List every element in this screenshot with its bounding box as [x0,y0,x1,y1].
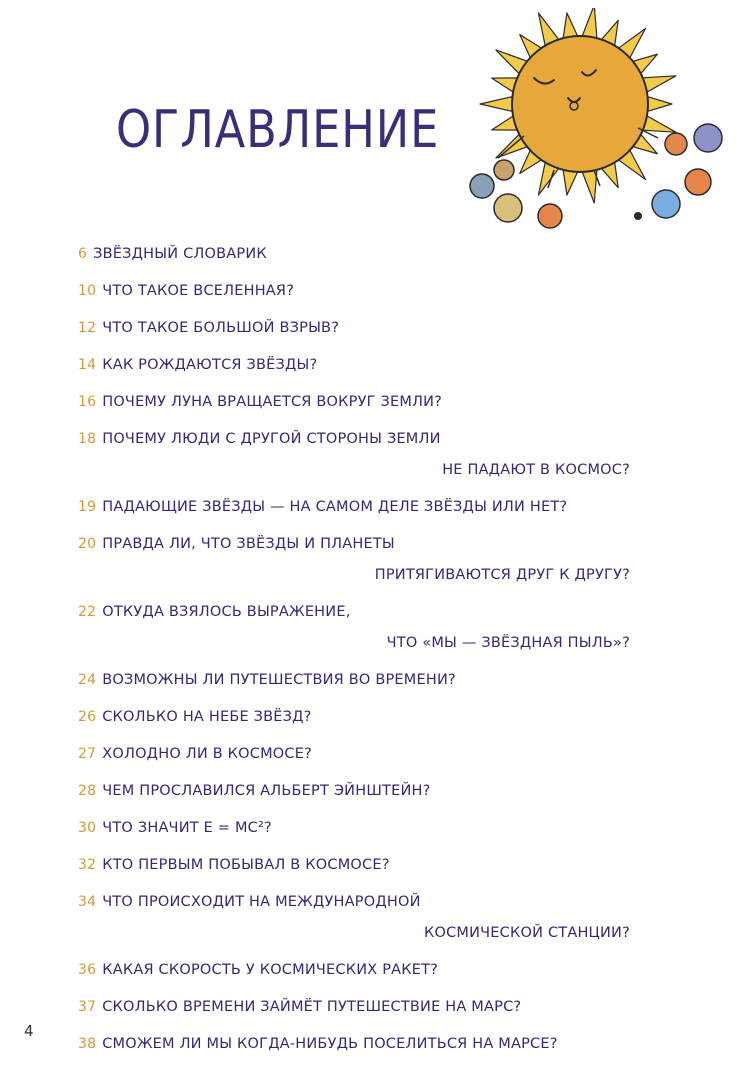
toc-title: ПАДАЮЩИЕ ЗВЁЗДЫ — НА САМОМ ДЕЛЕ ЗВЁЗДЫ ИЛИ НЕТ? [102,499,568,515]
toc-title: ОТКУДА ВЗЯЛОСЬ ВЫРАЖЕНИЕ, [102,604,351,620]
toc-entry [78,312,630,349]
toc-title: ЧТО ТАКОЕ БОЛЬШОЙ ВЗРЫВ? [102,320,340,336]
toc-page-number: 16 [78,394,97,410]
toc-page-number: 14 [78,357,97,373]
toc-title: СКОЛЬКО НА НЕБЕ ЗВЁЗД? [102,709,312,725]
toc-entry [78,596,630,664]
toc-title: ЧЕМ ПРОСЛАВИЛСЯ АЛЬБЕРТ ЭЙНШТЕЙН? [102,783,431,799]
toc-entry [78,275,630,312]
toc-title-continuation: ПРИТЯГИВАЮТСЯ ДРУГ К ДРУГУ? [374,567,630,583]
toc-entry [78,775,630,812]
toc-entry [78,491,630,528]
toc-title: СМОЖЕМ ЛИ МЫ КОГДА-НИБУДЬ ПОСЕЛИТЬСЯ НА МАРСЕ? [102,1036,558,1052]
toc-page-number: 27 [78,746,97,762]
toc-page-number: 6 [78,246,88,262]
toc-title-continuation: КОСМИЧЕСКОЙ СТАНЦИИ? [423,925,630,941]
toc-entry [78,701,630,738]
toc-entry [78,664,630,701]
toc-entry [78,238,630,275]
toc-title: ПОЧЕМУ ЛУНА ВРАЩАЕТСЯ ВОКРУГ ЗЕМЛИ? [102,394,443,410]
toc-entry [78,849,630,886]
toc-page-number: 38 [78,1036,97,1052]
toc-page-number: 10 [78,283,97,299]
toc-page-number: 36 [78,962,97,978]
toc-page-number: 37 [78,999,97,1015]
toc-page-number: 12 [78,320,97,336]
toc-page-number: 34 [78,894,97,910]
toc-title-continuation: НЕ ПАДАЮТ В КОСМОС? [442,462,630,478]
toc-entry [78,528,630,596]
toc-entry [78,1028,630,1065]
toc-page-number: 30 [78,820,97,836]
toc-title-continuation: ЧТО «МЫ — ЗВЁЗДНАЯ ПЫЛЬ»? [386,635,630,651]
page-title: ОГЛАВЛЕНИЕ [116,100,440,160]
toc-entry [78,423,630,491]
toc-title: ПРАВДА ЛИ, ЧТО ЗВЁЗДЫ И ПЛАНЕТЫ [102,536,395,552]
toc-title: КАК РОЖДАЮТСЯ ЗВЁЗДЫ? [102,357,318,373]
toc-page-number: 24 [78,672,97,688]
toc-title: ЧТО ПРОИСХОДИТ НА МЕЖДУНАРОДНОЙ [102,894,421,910]
toc-page-number: 26 [78,709,97,725]
toc-entry [78,954,630,991]
table-of-contents [78,238,630,1065]
toc-entry [78,812,630,849]
toc-title: КТО ПЕРВЫМ ПОБЫВАЛ В КОСМОСЕ? [102,857,390,873]
toc-page-number: 18 [78,431,97,447]
toc-page-number: 32 [78,857,97,873]
toc-page-number: 19 [78,499,97,515]
smiling-sun-with-planets-icon [462,8,732,243]
toc-entry [78,738,630,775]
toc-title: КАКАЯ СКОРОСТЬ У КОСМИЧЕСКИХ РАКЕТ? [102,962,439,978]
toc-page-number: 22 [78,604,97,620]
toc-title: СКОЛЬКО ВРЕМЕНИ ЗАЙМЁТ ПУТЕШЕСТВИЕ НА МАРС? [102,999,522,1015]
toc-entry [78,991,630,1028]
toc-title: ЧТО ТАКОЕ ВСЕЛЕННАЯ? [102,283,295,299]
toc-entry [78,886,630,954]
page-number: 4 [24,1022,34,1040]
toc-title: ЗВЁЗДНЫЙ СЛОВАРИК [93,246,267,262]
toc-entry [78,349,630,386]
toc-entry [78,386,630,423]
toc-title: ПОЧЕМУ ЛЮДИ С ДРУГОЙ СТОРОНЫ ЗЕМЛИ [102,431,441,447]
toc-title: ЧТО ЗНАЧИТ E = MC²? [102,820,272,836]
toc-page-number: 20 [78,536,97,552]
toc-title: ХОЛОДНО ЛИ В КОСМОСЕ? [102,746,312,762]
toc-title: ВОЗМОЖНЫ ЛИ ПУТЕШЕСТВИЯ ВО ВРЕМЕНИ? [102,672,456,688]
toc-page-number: 28 [78,783,97,799]
